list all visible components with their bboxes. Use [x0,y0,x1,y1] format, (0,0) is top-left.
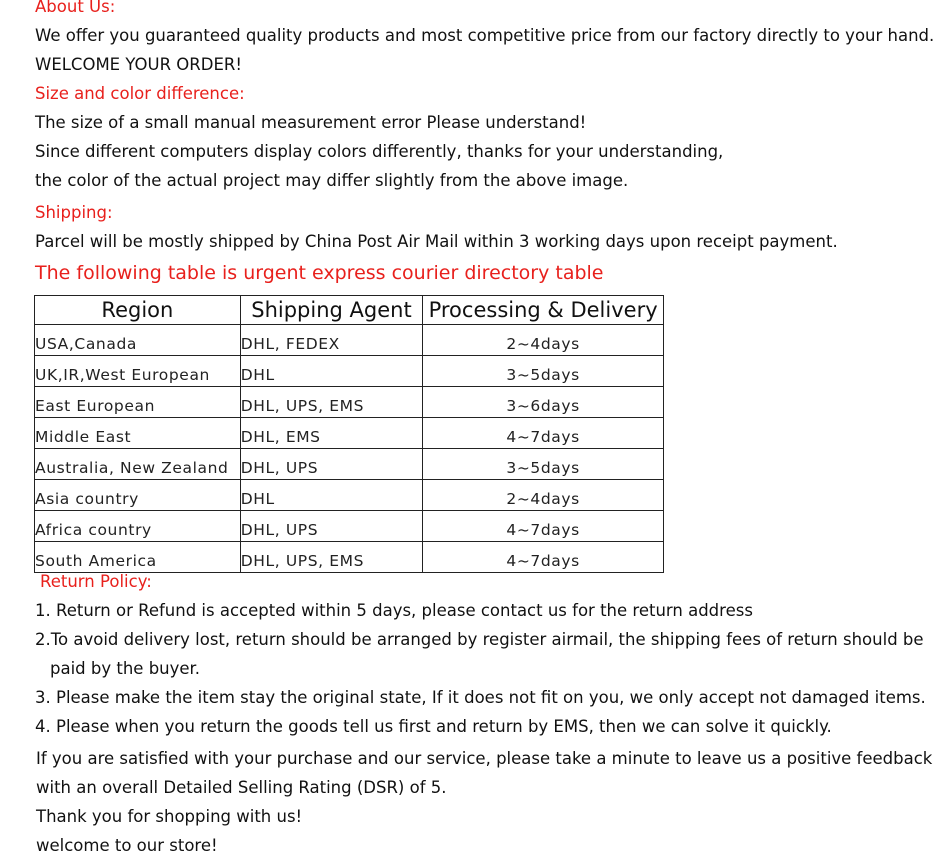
cell-days: 2~4days [423,480,664,511]
size-color-line-1: The size of a small manual measurement error Please understand! [35,113,587,132]
closing-line-3: Thank you for shopping with us! [36,807,303,826]
about-heading: About Us: [35,0,116,16]
cell-days: 3~5days [423,356,664,387]
cell-agent: DHL, UPS, EMS [240,387,423,418]
size-color-heading: Size and color difference: [35,84,245,103]
cell-region: Middle East [35,418,241,449]
cell-region: East European [35,387,241,418]
size-color-line-3: the color of the actual project may differ slightly from the above image. [35,171,629,190]
cell-agent: DHL, UPS [240,511,423,542]
cell-region: South America [35,542,241,573]
table-title: The following table is urgent express courier directory table [35,262,604,284]
cell-agent: DHL [240,356,423,387]
cell-days: 3~6days [423,387,664,418]
table-row [35,449,664,480]
cell-region: Australia, New Zealand [35,449,241,480]
cell-days: 4~7days [423,511,664,542]
cell-days: 2~4days [423,325,664,356]
header-shipping-agent: Shipping Agent [240,296,423,325]
cell-region: UK,IR,West European [35,356,241,387]
table-row [35,542,664,573]
return-policy-item-2-cont: paid by the buyer. [50,659,201,678]
cell-agent: DHL, EMS [240,418,423,449]
cell-days: 3~5days [423,449,664,480]
shipping-heading: Shipping: [35,203,113,222]
table-row [35,356,664,387]
shipping-line-1: Parcel will be mostly shipped by China Post Air Mail within 3 working days upon receipt payment. [35,232,838,251]
header-processing-delivery: Processing & Delivery [423,296,664,325]
cell-region: USA,Canada [35,325,241,356]
header-region: Region [35,296,241,325]
table-header-row [35,296,664,325]
cell-days: 4~7days [423,542,664,573]
about-line-1: We offer you guaranteed quality products and most competitive price from our factory directly to your hand. [35,26,935,45]
closing-line-4: welcome to our store! [36,836,218,855]
table-row [35,480,664,511]
return-policy-item-2: 2.To avoid delivery lost, return should be arranged by register airmail, the shipping fees of return should be [35,630,924,649]
return-policy-item-3: 3. Please make the item stay the original state, If it does not fit on you, we only accept not damaged items. [35,688,926,707]
cell-region: Africa country [35,511,241,542]
shipping-table [34,295,664,573]
return-policy-heading: Return Policy: [40,572,152,591]
table-row [35,387,664,418]
cell-days: 4~7days [423,418,664,449]
table-row [35,418,664,449]
cell-agent: DHL, FEDEX [240,325,423,356]
cell-agent: DHL, UPS [240,449,423,480]
table-row [35,511,664,542]
return-policy-item-1: 1. Return or Refund is accepted within 5 days, please contact us for the return address [35,601,753,620]
cell-region: Asia country [35,480,241,511]
return-policy-item-4: 4. Please when you return the goods tell us first and return by EMS, then we can solve it quickly. [35,717,832,736]
about-line-2: WELCOME YOUR ORDER! [35,55,242,74]
table-row [35,325,664,356]
cell-agent: DHL, UPS, EMS [240,542,423,573]
size-color-line-2: Since different computers display colors differently, thanks for your understanding, [35,142,724,161]
closing-line-2: with an overall Detailed Selling Rating (DSR) of 5. [36,778,447,797]
closing-line-1: If you are satisfied with your purchase and our service, please take a minute to leave us a positive feedback [36,749,933,768]
cell-agent: DHL [240,480,423,511]
